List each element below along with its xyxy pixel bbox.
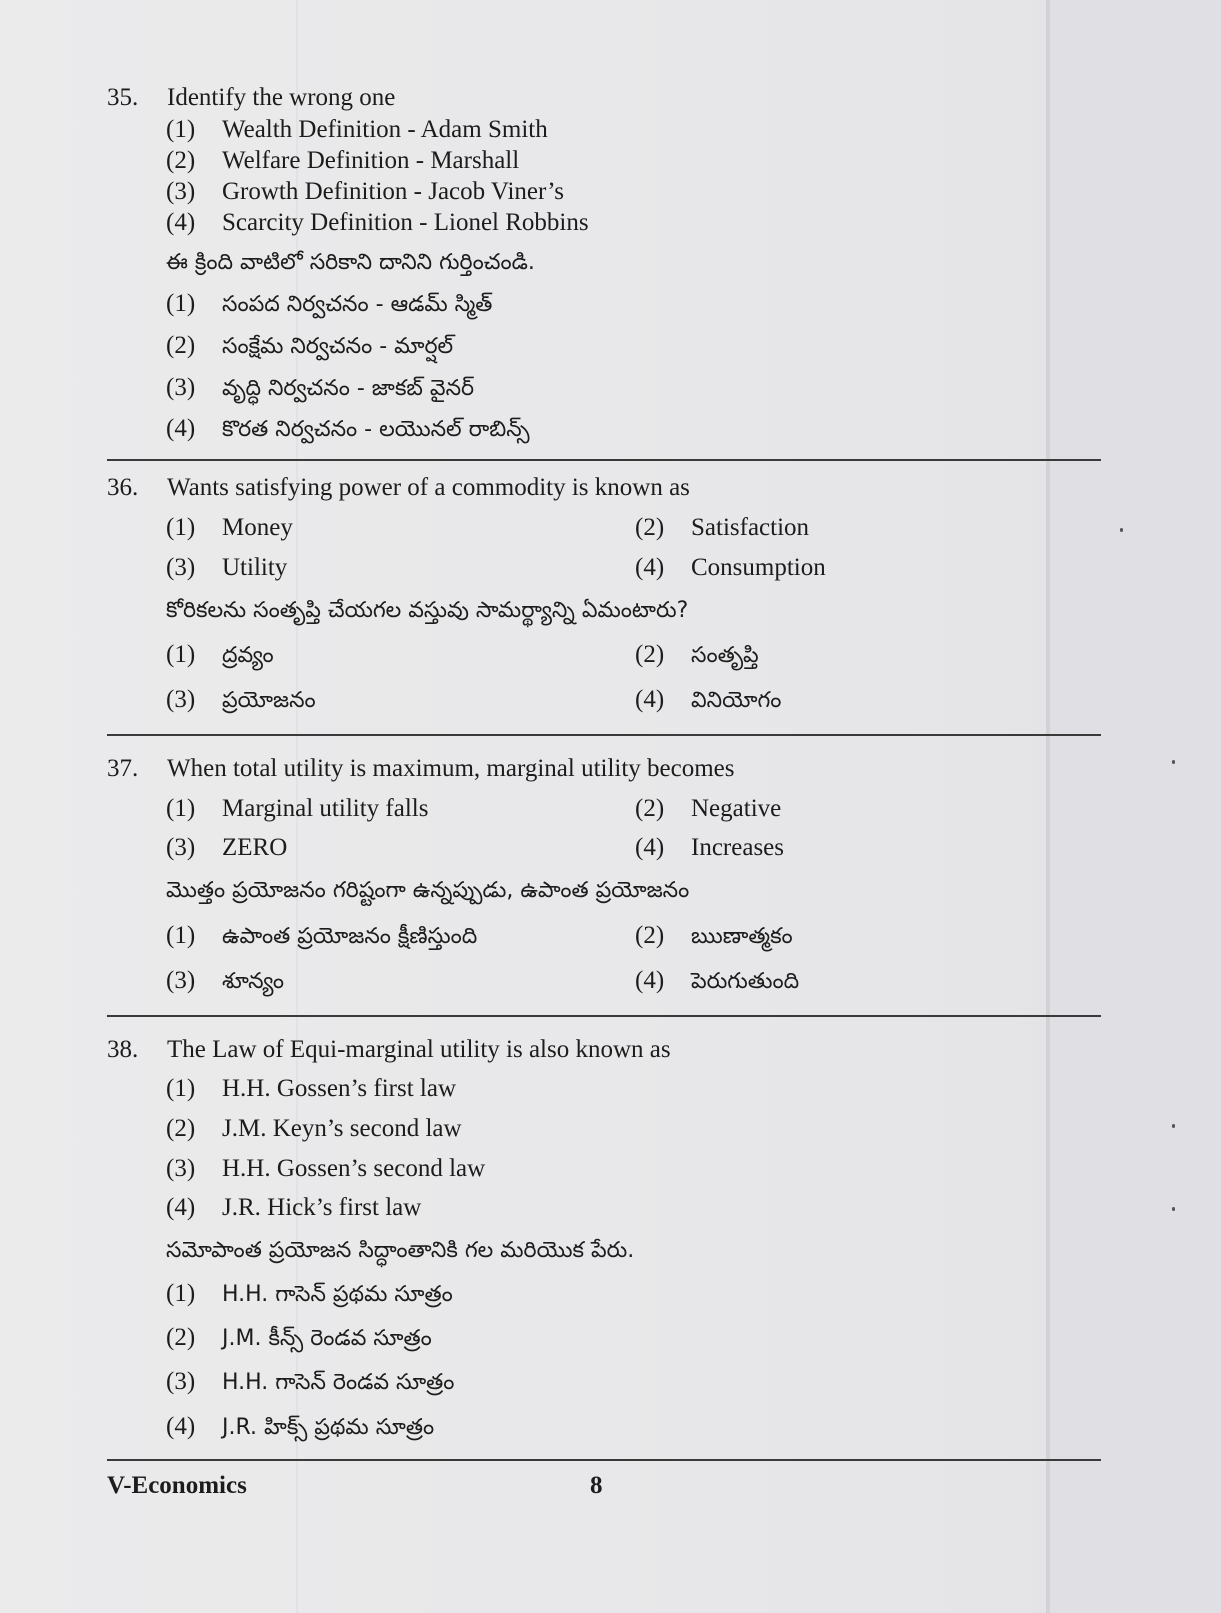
option-te-4: (4) J.R. హిక్స్ ప్రథమ సూత్రం: [166, 1413, 435, 1440]
option-te-3: (3) H.H. గాసెన్ రెండవ సూత్రం: [166, 1368, 455, 1395]
question-stem: The Law of Equi-marginal utility is also known as: [167, 1036, 671, 1063]
option-te-4: (4) వినియోగం: [635, 686, 782, 713]
paper-speck: [1172, 1124, 1175, 1128]
option-te-2: (2) సంక్షేమ నిర్వచనం - మార్షల్: [166, 332, 454, 359]
question-stem: Wants satisfying power of a commodity is known as: [167, 474, 690, 501]
option-en-3: (3) Utility: [166, 554, 288, 581]
option-te-3: (3) వృద్ధి నిర్వచనం - జాకబ్ వైనర్: [166, 374, 475, 401]
question-stem-telugu: కోరికలను సంతృప్తి చేయగల వస్తువు సామర్థ్యాన్ని ఏమంటారు?: [166, 598, 689, 623]
paper-fold-line: [1046, 0, 1050, 1613]
option-en-1: (1) Wealth Definition - Adam Smith: [166, 116, 548, 143]
question-number: 35.: [107, 84, 139, 111]
option-te-2: (2) సంతృప్తి: [635, 641, 759, 668]
option-en-3: (3) ZERO: [166, 834, 288, 861]
question-stem-telugu: మొత్తం ప్రయోజనం గరిష్టంగా ఉన్నప్పుడు, ఉపాంత ప్రయోజనం: [166, 878, 690, 903]
option-en-2: (2) Satisfaction: [635, 514, 810, 541]
section-divider: [107, 1459, 1101, 1461]
question-stem: Identify the wrong one: [167, 84, 396, 111]
option-te-1: (1) ద్రవ్యం: [166, 641, 274, 668]
question-stem-telugu: ఈ క్రింది వాటిలో సరికాని దానిని గుర్తించండి.: [166, 250, 535, 275]
option-en-1: (1) Marginal utility falls: [166, 795, 429, 822]
paper-edge-shadow: [1050, 0, 1221, 1613]
option-te-1: (1) ఉపాంత ప్రయోజనం క్షీణిస్తుంది: [166, 922, 478, 949]
option-en-4: (4) Increases: [635, 834, 784, 861]
paper-speck: [1172, 1207, 1175, 1211]
option-en-4: (4) Consumption: [635, 554, 826, 581]
question-stem: When total utility is maximum, marginal utility becomes: [167, 755, 735, 782]
option-te-4: (4) కొరత నిర్వచనం - లయొనల్ రాబిన్స్: [166, 415, 530, 442]
option-te-1: (1) సంపద నిర్వచనం - ఆడమ్ స్మిత్: [166, 290, 493, 317]
option-en-2: (2) Negative: [635, 795, 782, 822]
option-te-2: (2) ఋణాత్మకం: [635, 922, 793, 949]
section-divider: [107, 734, 1101, 736]
option-en-4: (4) Scarcity Definition - Lionel Robbins: [166, 209, 589, 236]
option-en-4: (4) J.R. Hick’s first law: [166, 1194, 422, 1221]
option-en-3: (3) Growth Definition - Jacob Viner’s: [166, 178, 564, 205]
option-en-1: (1) H.H. Gossen’s first law: [166, 1075, 457, 1102]
paper-speck: [1120, 528, 1123, 532]
option-te-2: (2) J.M. కీన్స్ రెండవ సూత్రం: [166, 1324, 432, 1351]
option-en-3: (3) H.H. Gossen’s second law: [166, 1155, 486, 1182]
question-number: 38.: [107, 1036, 139, 1063]
question-number: 37.: [107, 755, 139, 782]
option-te-4: (4) పెరుగుతుంది: [635, 967, 800, 994]
footer-subject: V-Economics: [107, 1472, 247, 1499]
option-en-1: (1) Money: [166, 514, 293, 541]
option-en-2: (2) Welfare Definition - Marshall: [166, 147, 520, 174]
option-te-1: (1) H.H. గాసెన్ ప్రథమ సూత్రం: [166, 1280, 453, 1307]
footer-page-number: 8: [590, 1472, 603, 1499]
section-divider: [107, 459, 1101, 461]
paper-speck: [1172, 760, 1175, 764]
option-te-3: (3) శూన్యం: [166, 967, 285, 994]
section-divider: [107, 1015, 1101, 1017]
option-te-3: (3) ప్రయోజనం: [166, 686, 316, 713]
question-stem-telugu: సమోపాంత ప్రయోజన సిద్ధాంతానికి గల మరియొక పేరు.: [166, 1238, 635, 1263]
option-en-2: (2) J.M. Keyn’s second law: [166, 1115, 462, 1142]
question-number: 36.: [107, 474, 139, 501]
